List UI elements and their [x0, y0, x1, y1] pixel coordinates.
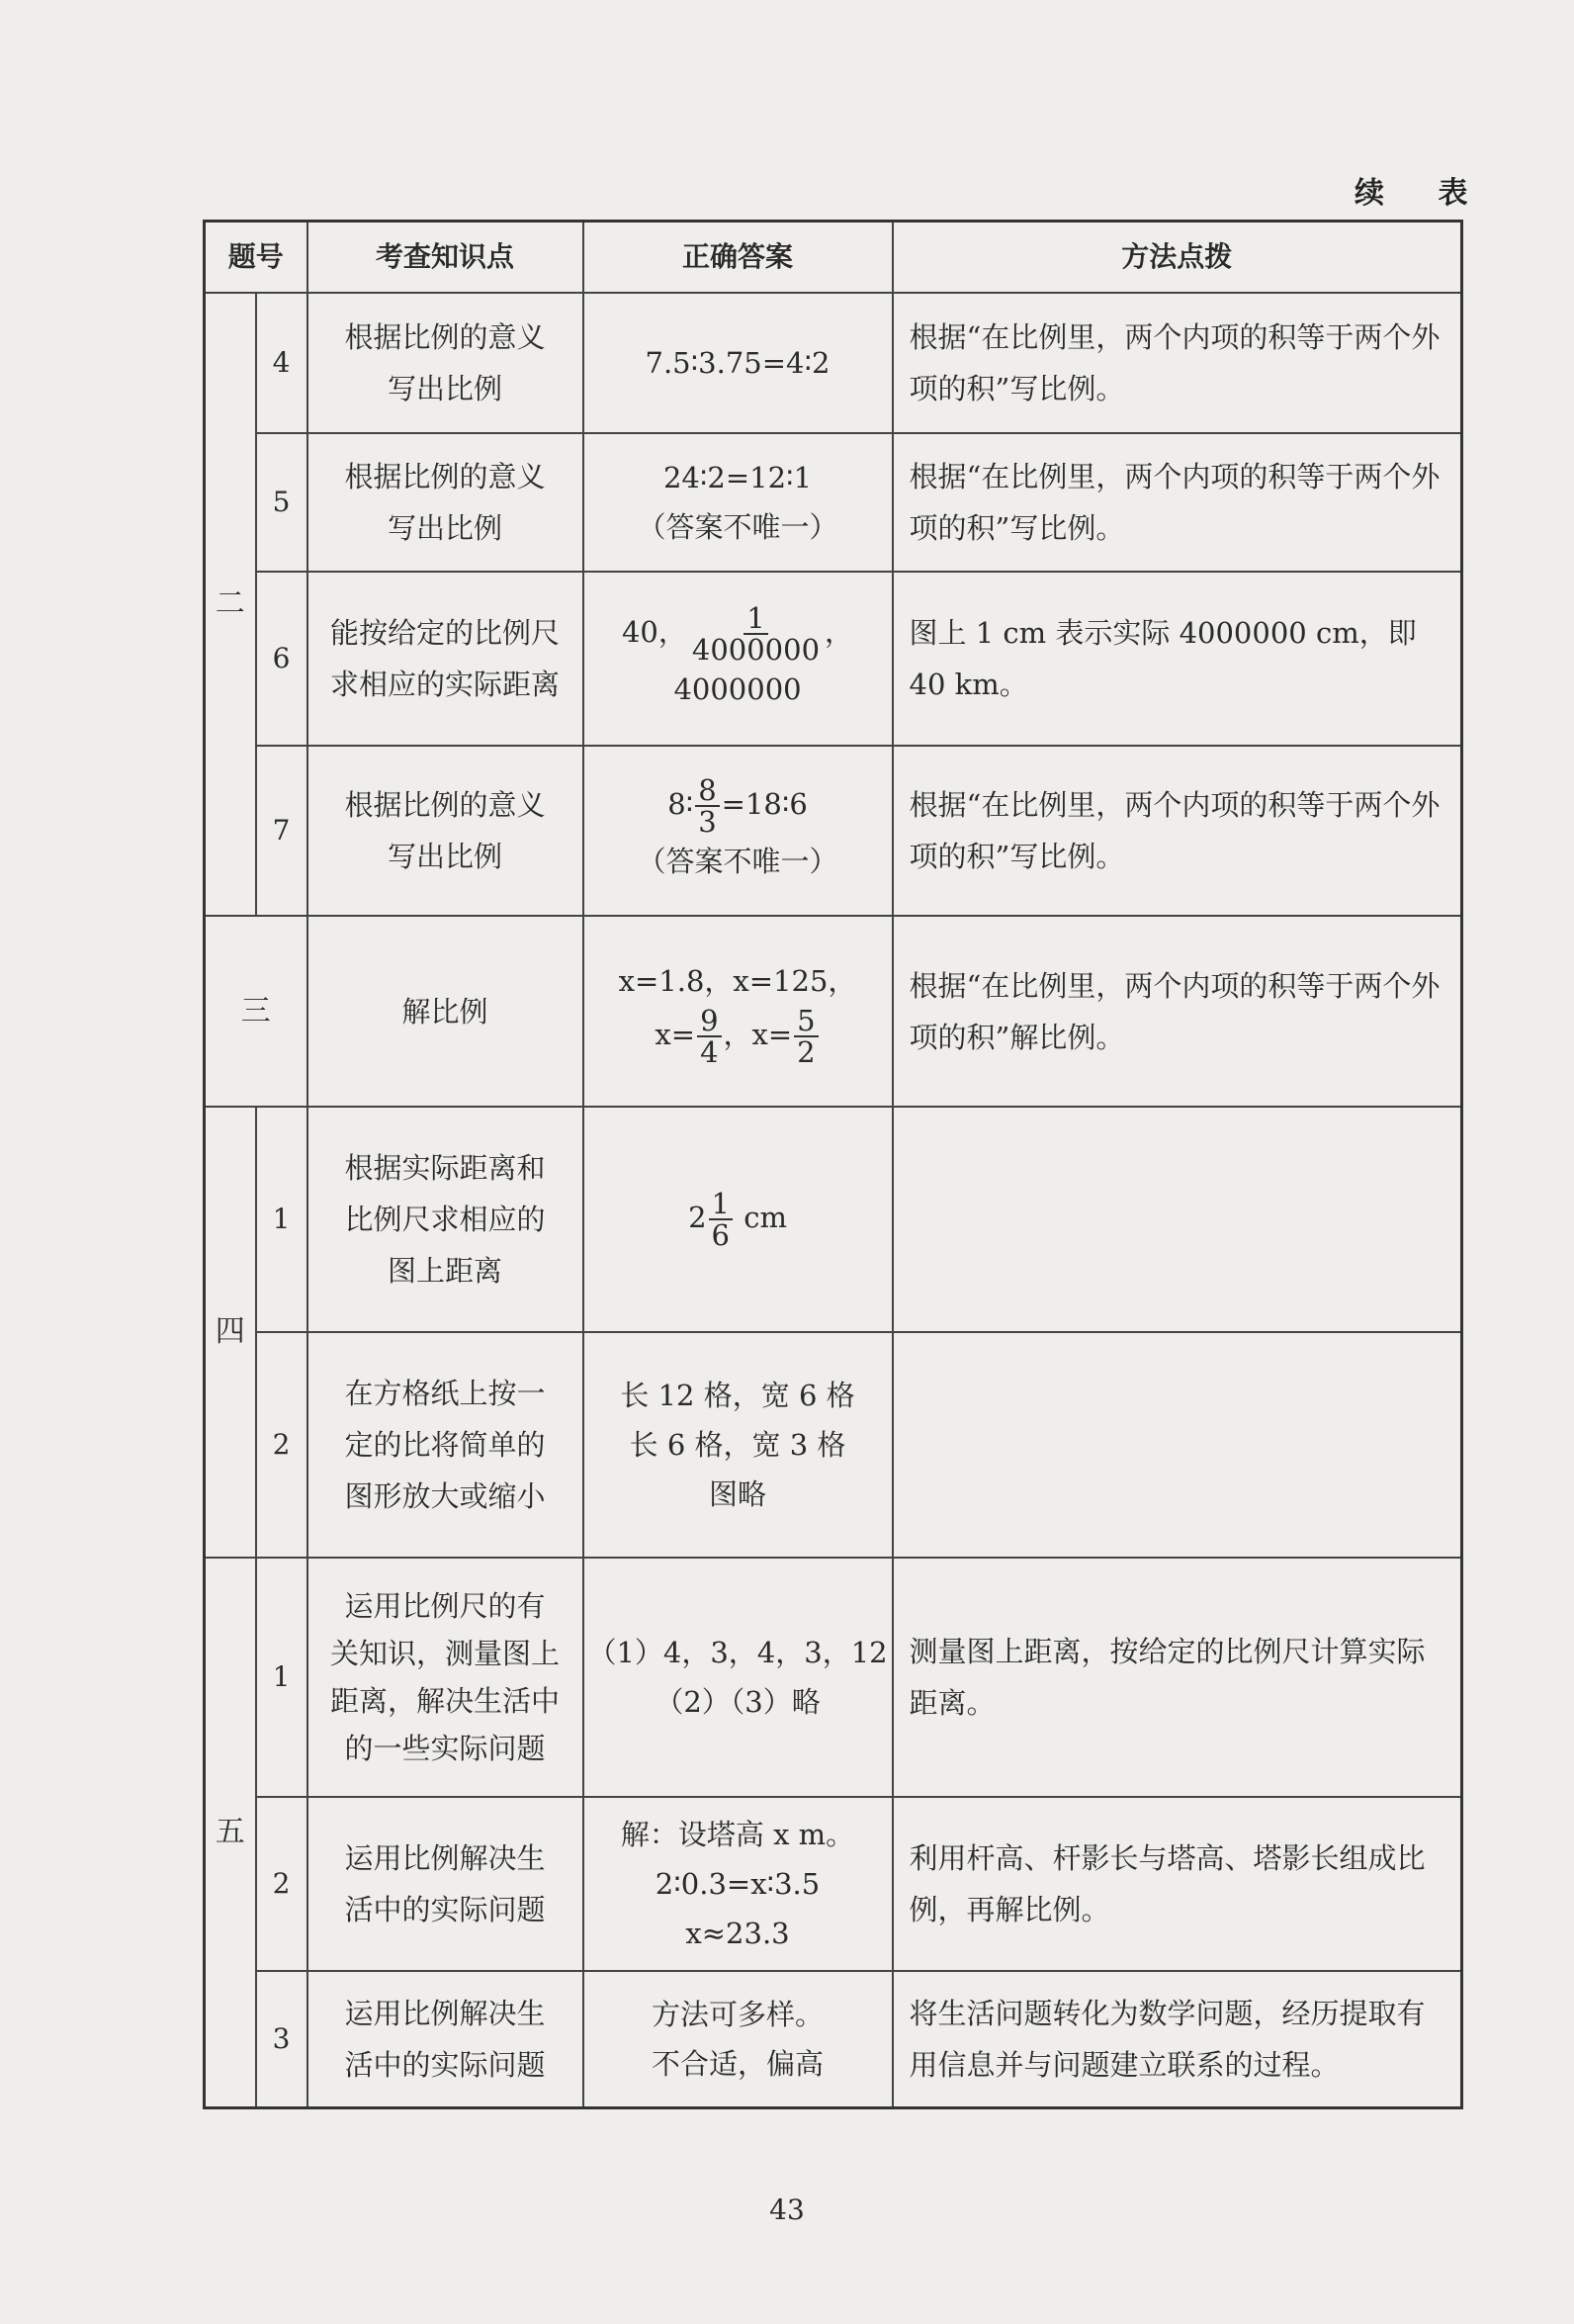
- method-cell: 根据“在比例里，两个内项的积等于两个外项的积”写比例。: [893, 433, 1462, 572]
- answer-cell: 长 12 格，宽 6 格 长 6 格，宽 3 格 图略: [583, 1332, 893, 1558]
- question-number: 2: [256, 1797, 307, 1971]
- question-number: 3: [256, 1971, 307, 2107]
- question-number: 6: [256, 572, 307, 746]
- section-label: 三: [205, 916, 307, 1107]
- table-row: [205, 1797, 1462, 1971]
- table-row: [205, 1107, 1462, 1332]
- answer-cell: 7.5∶3.75=4∶2: [583, 293, 893, 433]
- knowledge-cell: 能按给定的比例尺 求相应的实际距离: [307, 572, 583, 746]
- header-method: 方法点拨: [893, 222, 1462, 294]
- question-number: 4: [256, 293, 307, 433]
- question-number: 2: [256, 1332, 307, 1558]
- method-cell: 图上 1 cm 表示实际 4000000 cm，即 40 km。: [893, 572, 1462, 746]
- knowledge-cell: 解比例: [307, 916, 583, 1107]
- knowledge-cell: 运用比例尺的有 关知识，测量图上 距离，解决生活中 的一些实际问题: [307, 1558, 583, 1797]
- knowledge-cell: 根据比例的意义 写出比例: [307, 433, 583, 572]
- knowledge-cell: 运用比例解决生 活中的实际问题: [307, 1797, 583, 1971]
- header-row: [205, 222, 1462, 294]
- question-number: 5: [256, 433, 307, 572]
- header-answer: 正确答案: [583, 222, 893, 294]
- knowledge-cell: 根据实际距离和 比例尺求相应的 图上距离: [307, 1107, 583, 1332]
- knowledge-cell: 在方格纸上按一 定的比将简单的 图形放大或缩小: [307, 1332, 583, 1558]
- fraction: $\frac{1}{6}$: [709, 1189, 733, 1250]
- method-cell: [893, 1107, 1462, 1332]
- header-question-no: 题号: [205, 222, 307, 294]
- method-cell: 将生活问题转化为数学问题，经历提取有用信息并与问题建立联系的过程。: [893, 1971, 1462, 2107]
- answer-cell: 解：设塔高 x m。 2∶0.3=x∶3.5 x≈23.3: [583, 1797, 893, 1971]
- answer-cell: 2 $\frac{1}{6}$ cm: [583, 1107, 893, 1332]
- fraction: $\frac{5}{2}$: [794, 1006, 818, 1067]
- question-number: 1: [256, 1107, 307, 1332]
- table-row: [205, 1332, 1462, 1558]
- section-label: 四: [205, 1107, 256, 1558]
- fraction: $\frac{1}{4000000}$: [691, 601, 821, 667]
- answer-cell: 8∶ $\frac{8}{3}$ =18∶6 （答案不唯一）: [583, 746, 893, 916]
- knowledge-cell: 根据比例的意义 写出比例: [307, 746, 583, 916]
- answer-cell: （1）4，3，4，3，12 （2）（3）略: [583, 1558, 893, 1797]
- question-number: 1: [256, 1558, 307, 1797]
- header-knowledge: 考查知识点: [307, 222, 583, 294]
- table-row: [205, 1558, 1462, 1797]
- answer-table: [203, 220, 1463, 2109]
- section-label: 五: [205, 1558, 256, 2107]
- page-number: 43: [769, 2193, 805, 2226]
- table-row: [205, 433, 1462, 572]
- table-row: [205, 916, 1462, 1107]
- fraction: $\frac{9}{4}$: [697, 1006, 721, 1067]
- method-cell: [893, 1332, 1462, 1558]
- continued-label: 续 表: [1355, 176, 1490, 211]
- section-label: 二: [205, 293, 256, 916]
- method-cell: 根据“在比例里，两个内项的积等于两个外项的积”写比例。: [893, 293, 1462, 433]
- table-row: [205, 1971, 1462, 2107]
- table-row: [205, 746, 1462, 916]
- answer-cell: 40， $\frac{1}{4000000}$ ， 4000000: [583, 572, 893, 746]
- table-row: [205, 572, 1462, 746]
- table-row: [205, 293, 1462, 433]
- knowledge-cell: 运用比例解决生 活中的实际问题: [307, 1971, 583, 2107]
- method-cell: 测量图上距离，按给定的比例尺计算实际距离。: [893, 1558, 1462, 1797]
- answer-cell: 方法可多样。 不合适，偏高: [583, 1971, 893, 2107]
- answer-cell: x=1.8，x=125， x= $\frac{9}{4}$ ，x= $\frac{5}{2}$: [583, 916, 893, 1107]
- method-cell: 根据“在比例里，两个内项的积等于两个外项的积”写比例。: [893, 746, 1462, 916]
- fraction: $\frac{8}{3}$: [695, 775, 719, 837]
- question-number: 7: [256, 746, 307, 916]
- knowledge-cell: 根据比例的意义 写出比例: [307, 293, 583, 433]
- method-cell: 利用杆高、杆影长与塔高、塔影长组成比例，再解比例。: [893, 1797, 1462, 1971]
- method-cell: 根据“在比例里，两个内项的积等于两个外项的积”解比例。: [893, 916, 1462, 1107]
- answer-cell: 24∶2=12∶1 （答案不唯一）: [583, 433, 893, 572]
